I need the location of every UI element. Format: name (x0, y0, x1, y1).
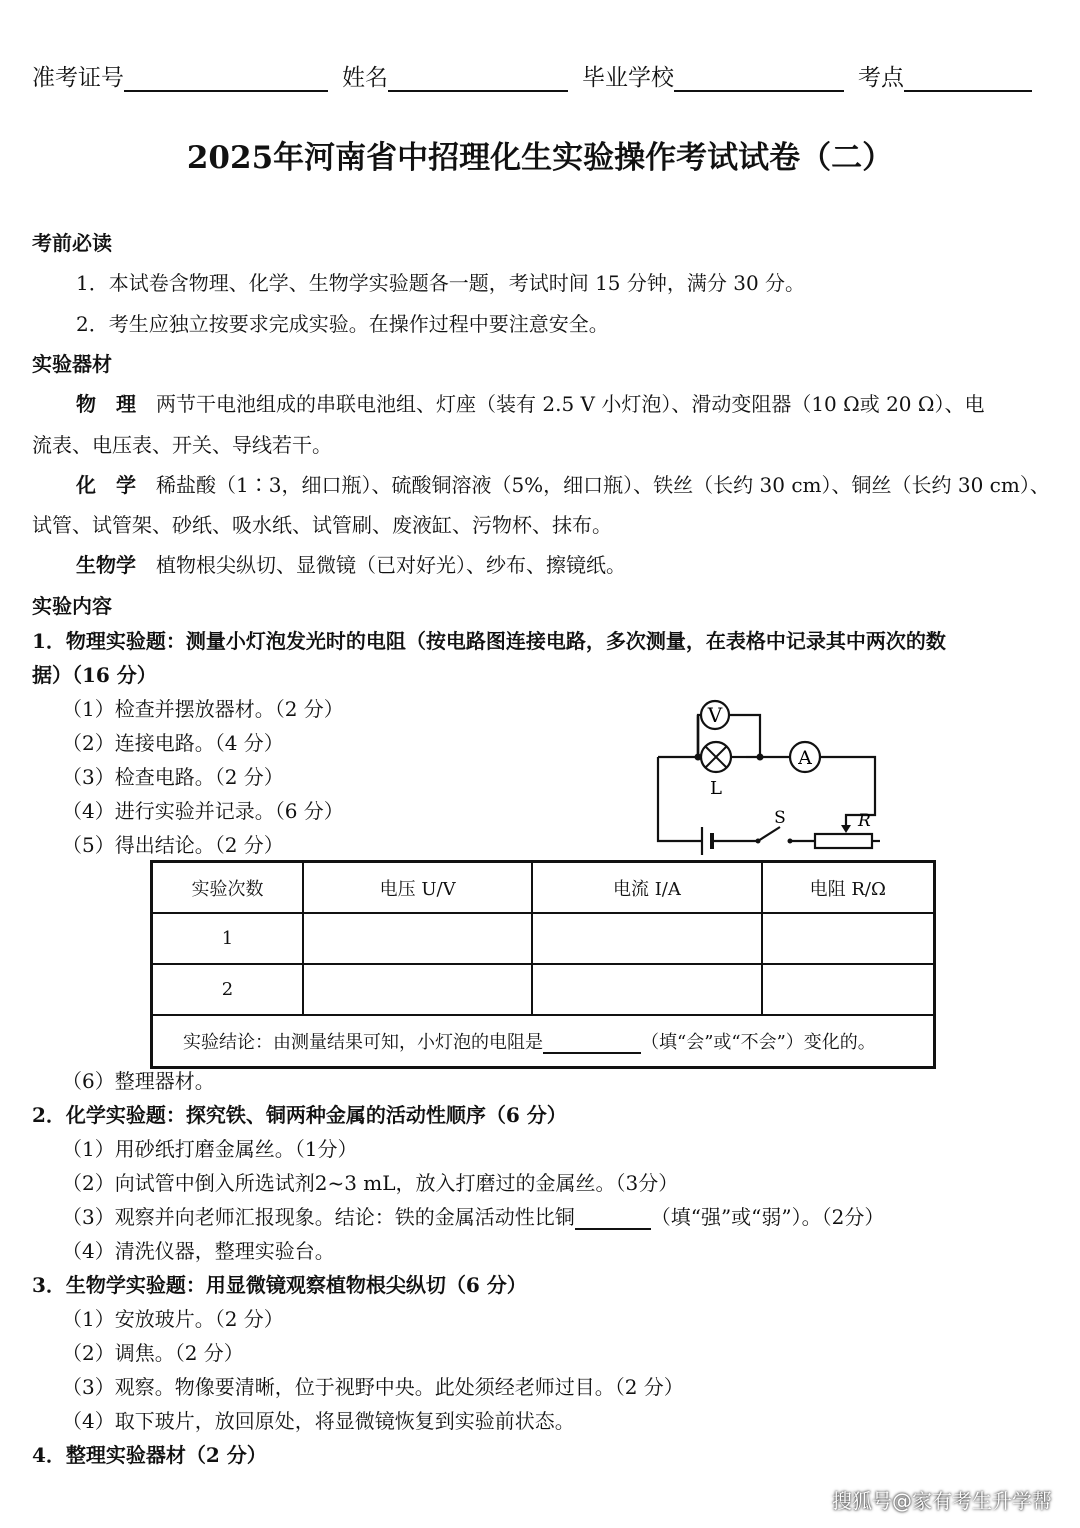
venue-field[interactable] (904, 62, 1032, 92)
chemistry-equipment (76, 472, 1050, 498)
resistance-cell[interactable] (762, 913, 935, 964)
physics-step: （4）进行实验并记录。（6 分） (62, 799, 344, 823)
circuit-diagram (640, 695, 900, 865)
physics-step: （2）连接电路。（4 分） (62, 731, 284, 755)
physics-title: 1．物理实验题：测量小灯泡发光时的电阻（按电路图连接电路，多次测量，在表格中记录其中两次的数 (32, 629, 946, 653)
switch-label: S (774, 808, 786, 828)
physics-label: 物 理 (76, 392, 136, 416)
chemistry-step3-prefix: （3）观察并向老师汇报现象。结论：铁的金属活动性比铜 (62, 1205, 575, 1229)
rheostat-icon (815, 834, 872, 848)
lamp-label: L (710, 778, 722, 799)
biology-step: （4）取下玻片，放回原处，将显微镜恢复到实验前状态。 (62, 1409, 575, 1433)
table-header: 电流 I/A (532, 862, 761, 914)
watermark: 搜狐号@家有考生升学帮 (832, 1489, 1052, 1513)
physics-equipment-text: 两节干电池组成的串联电池组、灯座（装有 2.5 V 小灯泡）、滑动变阻器（10 Ω或 20 Ω）、电 (156, 392, 985, 416)
biology-step: （2）调焦。（2 分） (62, 1341, 244, 1365)
chemistry-title: 2．化学实验题：探究铁、铜两种金属的活动性顺序（6 分） (32, 1103, 567, 1127)
conclusion-row (152, 1015, 935, 1068)
venue-label: 考点 (858, 65, 904, 91)
resistance-cell[interactable] (762, 964, 935, 1015)
chemistry-step-3 (62, 1204, 884, 1230)
physics-step: （6）整理器材。 (62, 1069, 215, 1093)
name-label: 姓名 (342, 65, 388, 91)
ammeter-label: A (798, 747, 812, 769)
table-header: 电压 U/V (303, 862, 532, 914)
name-field[interactable] (388, 62, 568, 92)
chemistry-label: 化 学 (76, 473, 136, 497)
conclusion-prefix: 实验结论：由测量结果可知，小灯泡的电阻是 (183, 1032, 543, 1053)
notice-heading: 考前必读 (32, 231, 112, 255)
page-title: 2025年河南省中招理化生实验操作考试试卷（二） (186, 140, 894, 176)
physics-title-cont: 据）（16 分） (32, 663, 157, 687)
biology-equipment-text: 植物根尖纵切、显微镜（已对好光）、纱布、擦镜纸。 (156, 553, 626, 577)
notice-item: 2．考生应独立按要求完成实验。在操作过程中要注意安全。 (76, 312, 609, 336)
exam-header (32, 52, 1062, 92)
physics-step: （1）检查并摆放器材。（2 分） (62, 697, 344, 721)
current-cell[interactable] (532, 913, 761, 964)
table-header-row (152, 862, 935, 914)
physics-step: （3）检查电路。（2 分） (62, 765, 284, 789)
conclusion-cell (152, 1015, 935, 1068)
physics-equipment-cont: 流表、电压表、开关、导线若干。 (32, 433, 332, 457)
notice-item: 1．本试卷含物理、化学、生物学实验题各一题，考试时间 15 分钟，满分 30 分。 (76, 271, 806, 295)
physics-equipment (76, 391, 984, 417)
school-label: 毕业学校 (582, 65, 674, 91)
voltmeter-label: V (707, 703, 723, 727)
biology-label: 生物学 (76, 553, 136, 577)
voltage-cell[interactable] (303, 964, 532, 1015)
chemistry-step: （4）清洗仪器，整理实验台。 (62, 1239, 335, 1263)
chemistry-step: （2）向试管中倒入所选试剂2~3 mL，放入打磨过的金属丝。（3分） (62, 1171, 679, 1195)
chemistry-step3-suffix: （填“强”或“弱”）。（2分） (650, 1205, 885, 1229)
trial-number: 1 (152, 913, 303, 964)
chemistry-answer-blank[interactable] (575, 1206, 651, 1230)
biology-step: （3）观察。物像要清晰，位于视野中央。此处须经老师过目。（2 分） (62, 1375, 684, 1399)
table-header: 实验次数 (152, 862, 303, 914)
voltage-cell[interactable] (303, 913, 532, 964)
biology-equipment (76, 552, 626, 578)
chemistry-equipment-text: 稀盐酸（1∶3，细口瓶）、硫酸铜溶液（5%，细口瓶）、铁丝（长约 30 cm）、铜丝（长约 30 cm）、 (156, 473, 1050, 497)
school-field[interactable] (674, 62, 844, 92)
trial-number: 2 (152, 964, 303, 1015)
final-task-title: 4．整理实验器材（2 分） (32, 1443, 267, 1467)
exam-id-label: 准考证号 (32, 65, 124, 91)
rheostat-label: R (858, 811, 871, 831)
table-header: 电阻 R/Ω (762, 862, 935, 914)
switch-icon (756, 839, 761, 844)
table-row (152, 964, 935, 1015)
biology-title: 3．生物学实验题：用显微镜观察植物根尖纵切（6 分） (32, 1273, 527, 1297)
conclusion-blank[interactable] (543, 1032, 641, 1054)
content-heading: 实验内容 (32, 594, 112, 618)
current-cell[interactable] (532, 964, 761, 1015)
equipment-heading: 实验器材 (32, 352, 112, 376)
exam-id-field[interactable] (124, 62, 328, 92)
physics-step: （5）得出结论。（2 分） (62, 833, 284, 857)
biology-step: （1）安放玻片。（2 分） (62, 1307, 284, 1331)
conclusion-suffix: （填“会”或“不会”）变化的。 (641, 1032, 876, 1053)
chemistry-equipment-cont: 试管、试管架、砂纸、吸水纸、试管刷、废液缸、污物杯、抹布。 (32, 513, 612, 537)
record-table (150, 860, 936, 1069)
table-row (152, 913, 935, 964)
chemistry-step: （1）用砂纸打磨金属丝。（1分） (62, 1137, 358, 1161)
